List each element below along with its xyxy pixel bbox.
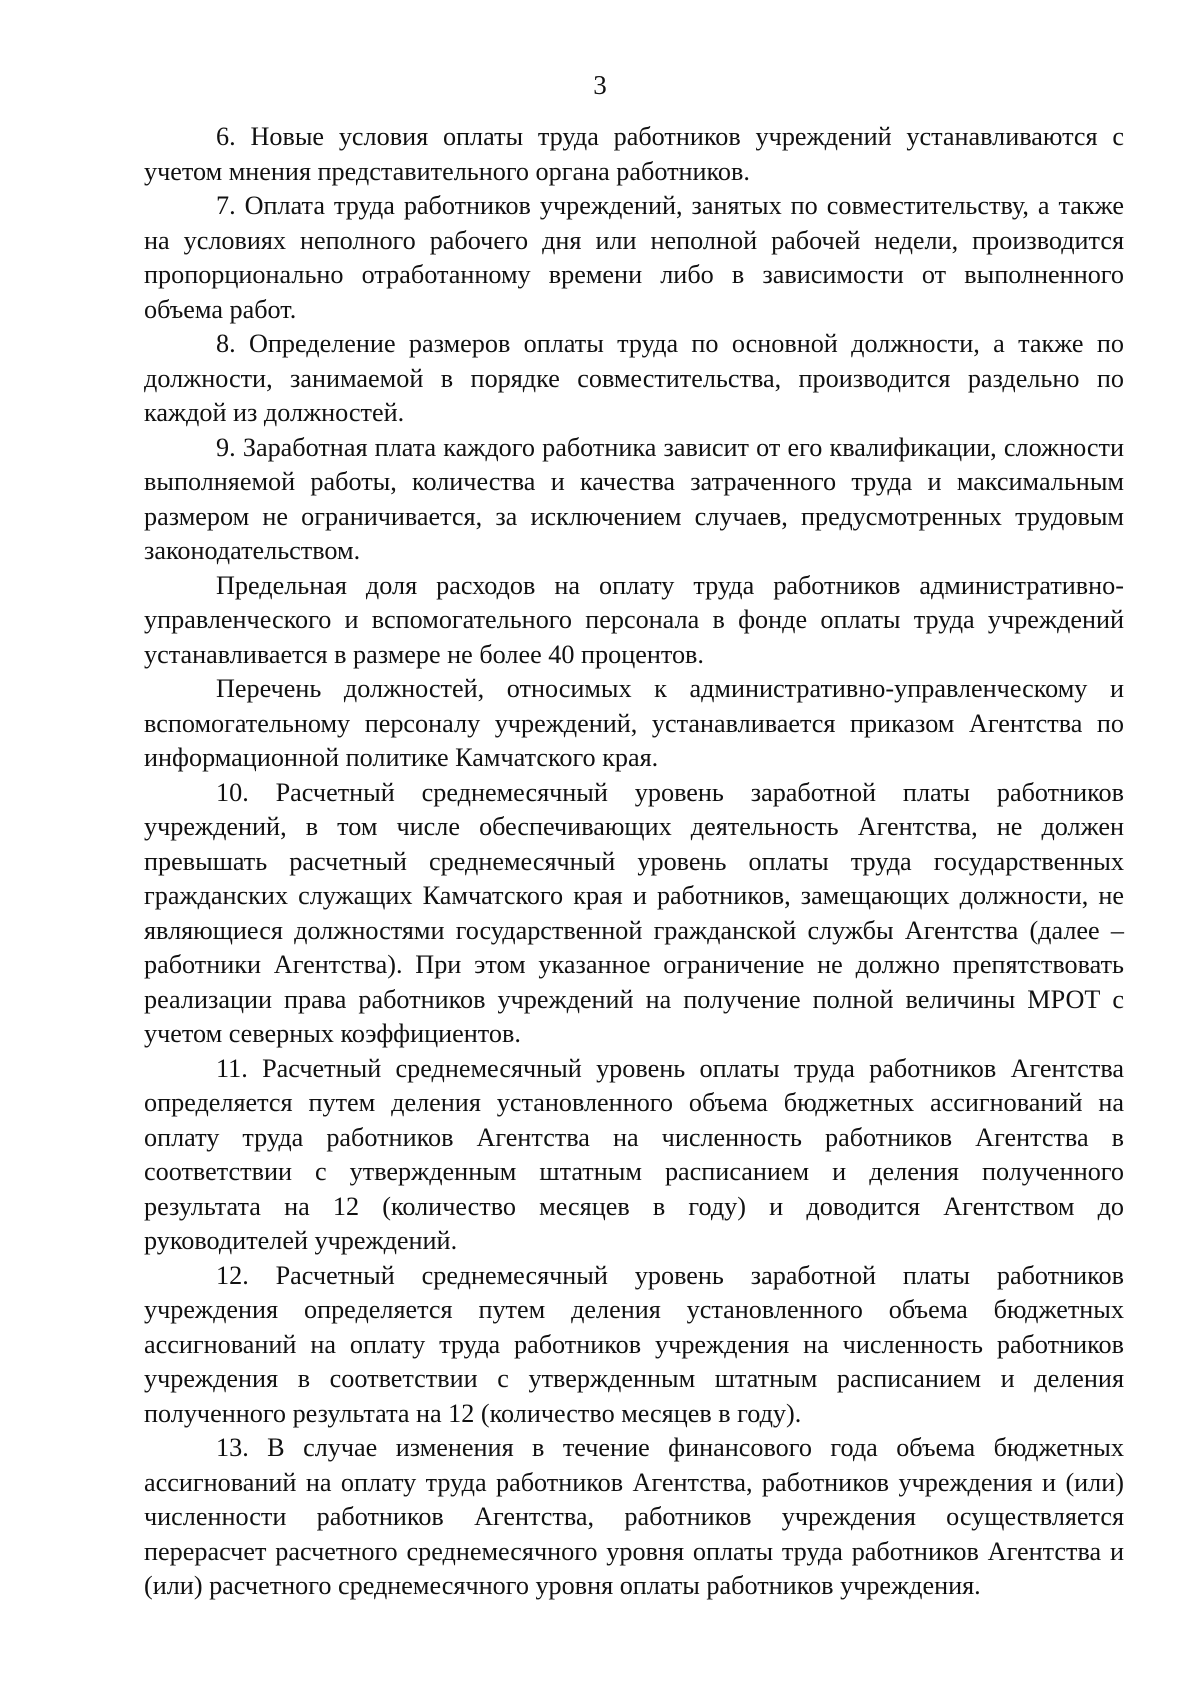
paragraph: 6. Новые условия оплаты труда работников учреждений устанавливаются с учетом мнения представительного органа работников. [144,122,1124,186]
paragraph: Перечень должностей, относимых к административно-управленческому и вспомогательному персоналу учреждений, устанавливается приказом Агентства по информационной политике Камчатского края. [144,674,1124,772]
document-body [144,120,1124,1604]
paragraph: 9. Заработная плата каждого работника зависит от его квалификации, сложности выполняемой работы, количества и качества затраченного труда и максимальным размером не ограничивается, за исключением случаев, предусмотренных трудовым законодательством. [144,432,1124,565]
paragraph: 10. Расчетный среднемесячный уровень заработной платы работников учреждений, в том числе обеспечивающих деятельность Агентства, не должен превышать расчетный среднемесячный уровень оплаты труда государственных гражданских служащих Камчатского края и работников, замещающих должности, не являющиеся должностями государственной гражданской службы Агентства (далее – работники Агентства). При этом указанное ограничение не должно препятствовать реализации права работников учреждений на получение полной величины МРОТ с учетом северных коэффициентов. [144,777,1124,1048]
paragraph: 11. Расчетный среднемесячный уровень оплаты труда работников Агентства определяется путем деления установленного объема бюджетных ассигнований на оплату труда работников Агентства на численность работников Агентства в соответствии с утвержденным штатным расписанием и деления полученного результата на 12 (количество месяцев в году) и доводится Агентством до руководителей учреждений. [144,1053,1124,1255]
page-number: 3 [593,70,607,100]
paragraph: 7. Оплата труда работников учреждений, занятых по совместительству, а также на условиях неполного рабочего дня или неполной рабочей недели, производится пропорционально отработанному времени либо в зависимости от выполненного объема работ. [144,191,1124,324]
paragraph: Предельная доля расходов на оплату труда работников административно-управленческого и вспомогательного персонала в фонде оплаты труда учреждений устанавливается в размере не более 40 процентов. [144,570,1124,669]
paragraph: 8. Определение размеров оплаты труда по основной должности, а также по должности, занимаемой в порядке совместительства, производится раздельно по каждой из должностей. [144,329,1124,427]
paragraph: 12. Расчетный среднемесячный уровень заработной платы работников учреждения определяется путем деления установленного объема бюджетных ассигнований на оплату труда работников учреждения на численность работников учреждения в соответствии с утвержденным штатным расписанием и деления полученного результата на 12 (количество месяцев в году). [144,1260,1124,1428]
paragraph: 13. В случае изменения в течение финансового года объема бюджетных ассигнований на оплату труда работников Агентства, работников учреждения и (или) численности работников Агентства, работников учреждения осуществляется перерасчет расчетного среднемесячного уровня оплаты труда работников Агентства и (или) расчетного среднемесячного уровня оплаты работников учреждения. [144,1433,1124,1600]
